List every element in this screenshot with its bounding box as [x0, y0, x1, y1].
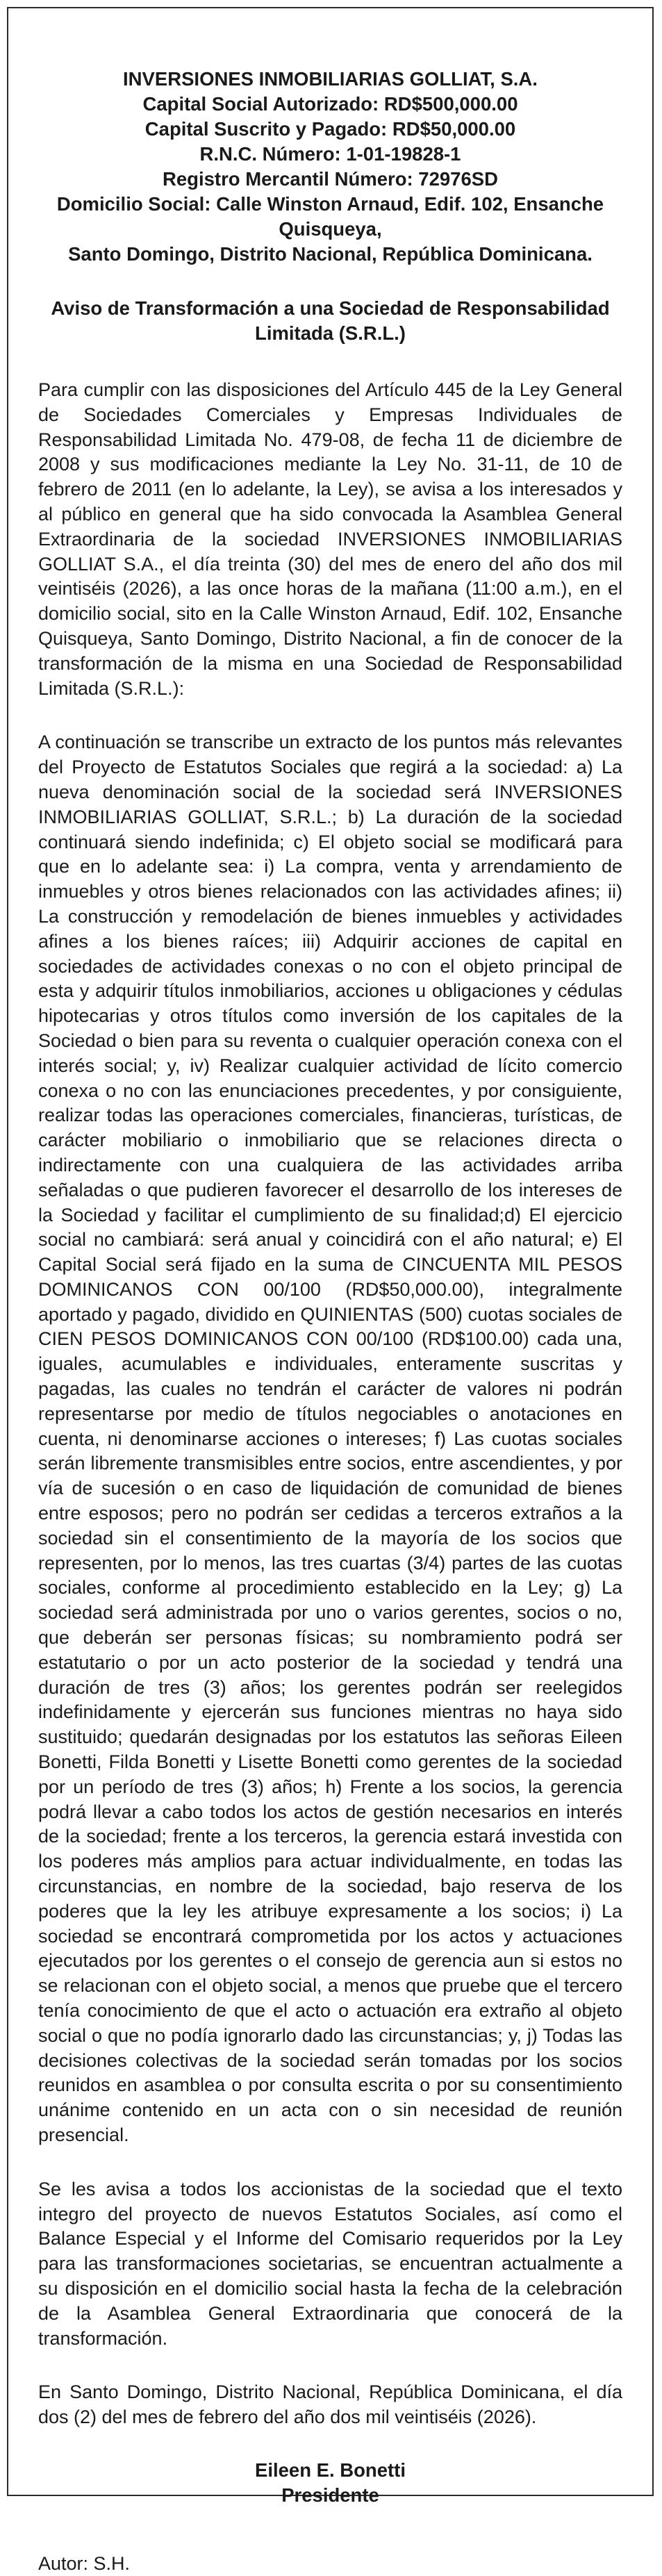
domicilio-line-1: Domicilio Social: Calle Winston Arnaud, Edif. 102, Ensanche [56, 193, 604, 215]
legal-notice [7, 7, 654, 2574]
registro-mercantil: Registro Mercantil Número: 72976SD [163, 168, 498, 190]
company-name: INVERSIONES INMOBILIARIAS GOLLIAT, S.A. [123, 68, 538, 90]
notice-title-line-2: Limitada (S.R.L.) [255, 322, 406, 344]
paragraph-convocatoria: Para cumplir con las disposiciones del Artículo 445 de la Ley General de Sociedades Comerciales y Empresas Individuales de Responsabilidad Limitada No. 479-08, de fecha 11 de diciembre de 2008 y sus modificaciones mediante la Ley No. 31-11, de 10 de febrero de 2011 (en lo adelante, la Ley), se avisa a los interesados y al público en general que ha sido convocada la Asamblea General Extraordinaria de la sociedad INVERSIONES INMOBILIARIAS GOLLIAT S.A., el día treinta (30) del mes de enero del año dos mil veintiséis (2026), a las once horas de la mañana (11:00 a.m.), en el domicilio social, sito en la Calle Winston Arnaud, Edif. 102, Ensanche Quisqueya, Santo Domingo, Distrito Nacional, a fin de conocer de la transformación de la misma en una Sociedad de Responsabilidad Limitada (S.R.L.): [38, 379, 622, 699]
capital-suscrito: Capital Suscrito y Pagado: RD$50,000.00 [144, 118, 516, 140]
paragraph-fecha: En Santo Domingo, Distrito Nacional, República Dominicana, el día dos (2) del mes de febrero del año dos mil veintiséis (2026). [38, 2381, 622, 2428]
domicilio-line-2: Quisqueya, [279, 218, 382, 240]
company-header [38, 67, 622, 267]
signature-block [38, 2458, 622, 2508]
notice-title-line-1: Aviso de Transformación a una Sociedad de Responsabilidad [51, 297, 610, 319]
notice-title [38, 296, 622, 346]
paragraph-estatutos: A continuación se transcribe un extracto de los puntos más relevantes del Proyecto de Estatutos Sociales que regirá a la sociedad: a) La nueva denominación social de la sociedad será INVERSIONES INMOBILIARIAS GOLLIAT, S.R.L.; b) La duración de la sociedad continuará siendo indefinida; c) El objeto social se modificará para que en lo adelante sea: i) La compra, venta y arrendamiento de inmuebles y otros bienes relacionados con las actividades afines; ii) La construcción y remodelación de bienes inmuebles y actividades afines a los bienes raíces; iii) Adquirir acciones de capital en sociedades de actividades conexas o no con el objeto principal de esta y adquirir títulos inmobiliarios, acciones u obligaciones y cédulas hipotecarias y otros títulos como inversión de los capitales de la Sociedad o bien para su reventa o cualquier operación conexa con el interés social; y, iv) Realizar cualquier actividad de lícito comercio conexa o no con las enunciaciones precedentes, y por consiguiente, realizar todas las operaciones comerciales, financieras, turísticas, de carácter mobiliario o inmobiliario que se relaciones directa o indirectamente con una cualquiera de las actividades arriba señaladas o que pudieren favorecer el desarrollo de los intereses de la Sociedad y facilitar el cumplimiento de su finalidad;d) El ejercicio social no cambiará: será anual y coincidirá con el año natural; e) El Capital Social será fijado en la suma de CINCUENTA MIL PESOS DOMINICANOS CON 00/100 (RD$50,000.00), integralmente aportado y pagado, dividido en QUINIENTAS (500) cuotas sociales de CIEN PESOS DOMINICANOS CON 00/100 (RD$100.00) cada una, iguales, acumulables e individuales, enteramente suscritas y pagadas, las cuales no tendrán el carácter de valores ni podrán representarse por medio de títulos negociables o anotaciones en cuenta, ni denominarse acciones o intereses; f) Las cuotas sociales serán libremente transmisibles entre socios, entre ascendientes, y por vía de sucesión o en caso de liquidación de comunidad de bienes entre esposos; pero no podrán ser cedidas a terceros extraños a la sociedad sin el consentimiento de la mayoría de los socios que representen, por lo menos, las tres cuartas (3/4) partes de las cuotas sociales, conforme al procedimiento establecido en la Ley; g) La sociedad será administrada por uno o varios gerentes, socios o no, que deberán ser personas físicas; su nombramiento podrá ser estatutario o por un acto posterior de la sociedad y tendrá una duración de tres (3) años; los gerentes podrán ser reelegidos indefinidamente y ejercerán sus funciones mientras no haya sido sustituido; quedarán designadas por los estatutos las señoras Eileen Bonetti, Filda Bonetti y Lisette Bonetti como gerentes de la sociedad por un período de tres (3) años; h) Frente a los socios, la gerencia podrá llevar a cabo todos los actos de gestión necesarios en interés de la sociedad; frente a los terceros, la gerencia estará investida con los poderes más amplios para actuar individualmente, en todas las circunstancias, en nombre de la sociedad, bajo reserva de los poderes que la ley les atribuye expresamente a los socios; i) La sociedad se encontrará comprometida por los actos y actuaciones ejecutados por los gerentes o el consejo de gerencia aun si estos no se relacionan con el objeto social, a menos que pruebe que el tercero tenía conocimiento de que el acto o actuación era extraño al objeto social o que no podía ignorarlo dado las circunstancias; y, j) Todas las decisiones colectivas de la sociedad serán tomadas por los socios reunidos en asamblea o por consulta escrita o por su consentimiento unánime contenido en un acta con o sin necesidad de reunión presencial. [38, 732, 622, 2145]
signature-role: Presidente [281, 2484, 379, 2506]
capital-autorizado: Capital Social Autorizado: RD$500,000.00 [142, 93, 518, 115]
paragraph-aviso-accionistas: Se les avisa a todos los accionistas de la sociedad que el texto integro del proyecto de nuevos Estatutos Sociales, así como el Balance Especial y el Informe del Comisario requeridos por la Ley para las transformaciones societarias, se encuentran actualmente a su disposición en el domicilio social hasta la fecha de la celebración de la Asamblea General Extraordinaria que conocerá de la transformación. [38, 2178, 622, 2349]
author-credit: Autor: S.H. [38, 2552, 131, 2574]
domicilio-line-3: Santo Domingo, Distrito Nacional, República Dominicana. [68, 243, 593, 265]
signature-name: Eileen E. Bonetti [255, 2459, 406, 2481]
rnc-number: R.N.C. Número: 1-01-19828-1 [199, 143, 461, 165]
